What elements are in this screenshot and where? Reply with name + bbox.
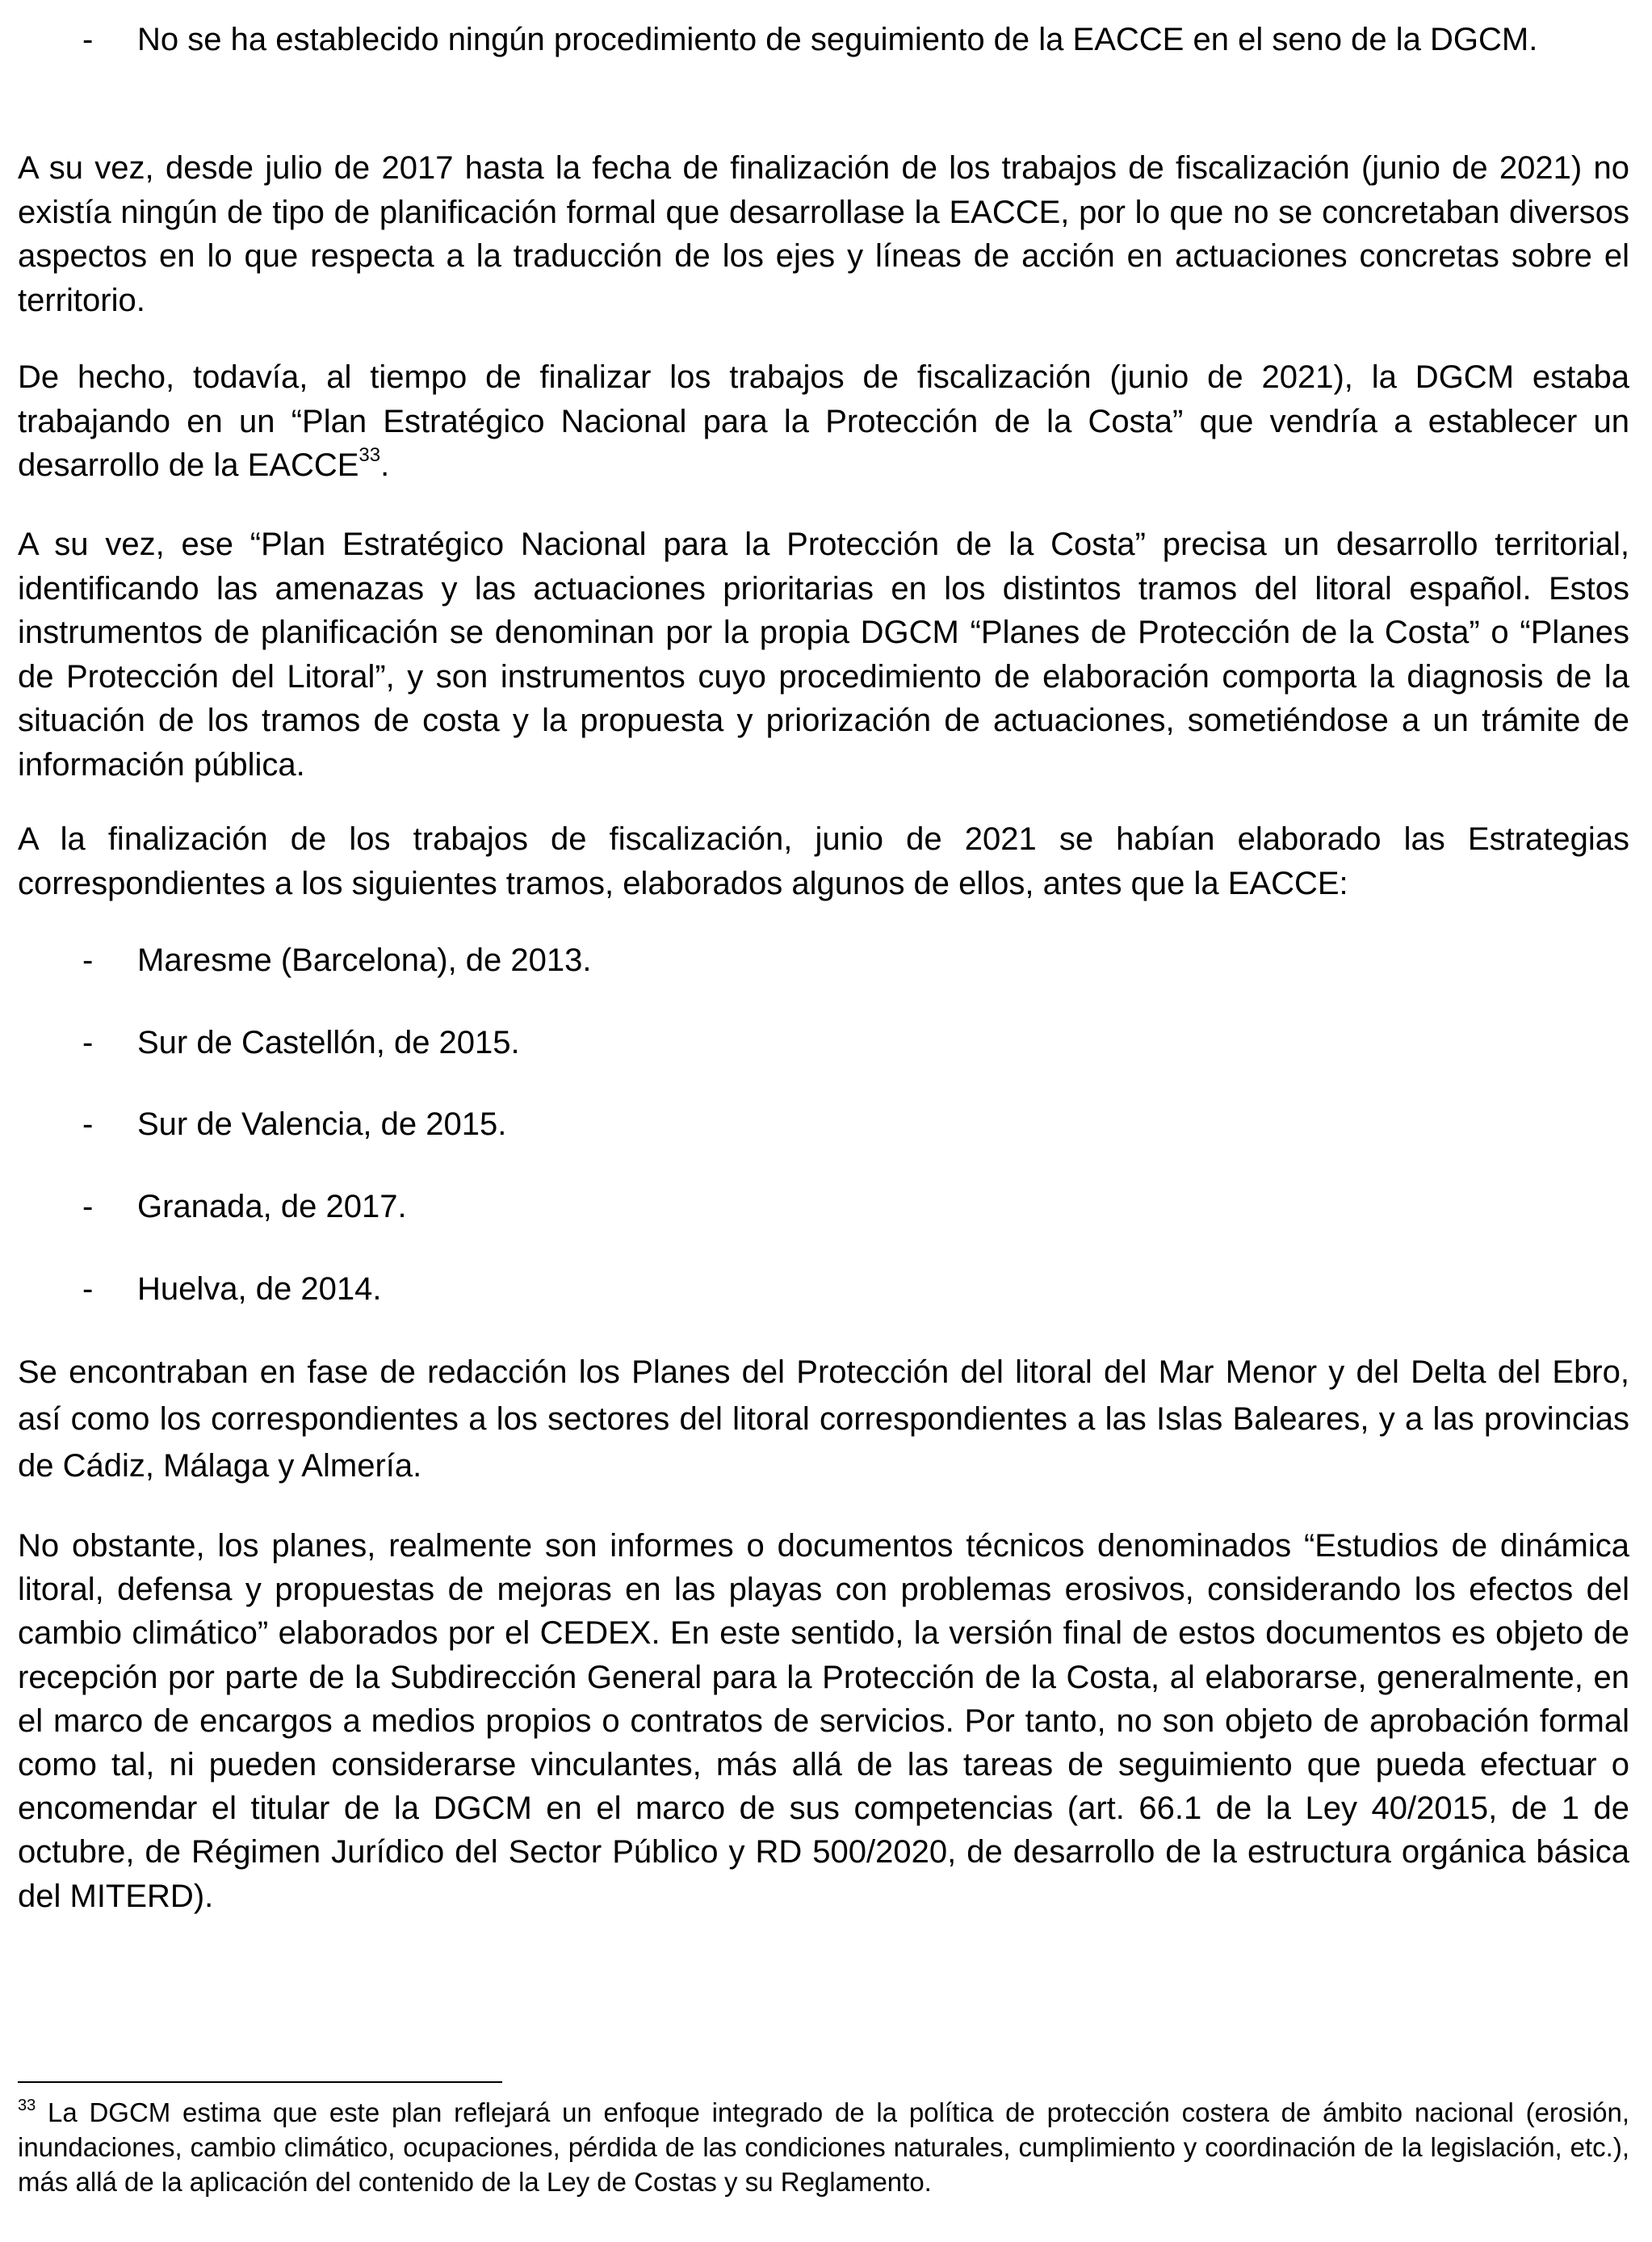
paragraph-text: De hecho, todavía, al tiempo de finalizar los trabajos de fiscalización (junio de 2021), la DGCM estaba trabajando en un “Plan Estratégico Nacional para la Protección de la Costa” que vendría a establecer un desarrollo de la EACCE	[18, 359, 1629, 483]
paragraph-plan-estrategico	[18, 355, 1629, 488]
list-item-text: Sur de Valencia, de 2015.	[137, 1106, 507, 1142]
bullet-dash: -	[82, 22, 94, 57]
footnote-33	[18, 2095, 1629, 2199]
bullet-dash: -	[82, 1025, 94, 1060]
list-item-text: Sur de Castellón, de 2015.	[137, 1025, 520, 1060]
paragraph-estrategias: A la finalización de los trabajos de fiscalización, junio de 2021 se habían elaborado las Estrategias correspondientes a los siguientes tramos, elaborados algunos de ellos, antes que la EACCE:	[18, 821, 1629, 901]
footnote-separator	[18, 2081, 502, 2083]
paragraph-desarrollo-territorial: A su vez, ese “Plan Estratégico Nacional para la Protección de la Costa” precisa un desarrollo territorial, identificando las amenazas y las actuaciones prioritarias en los distintos tramos del litoral español. Estos instrumentos de planificación se denominan por la propia DGCM “Planes de Protección de la Costa” o “Planes de Protección del Litoral”, y son instrumentos cuyo procedimiento de elaboración comporta la diagnosis de la situación de los tramos de costa y la propuesta y priorización de actuaciones, sometiéndose a un trámite de información pública.	[18, 527, 1629, 783]
list-item-text: Huelva, de 2014.	[137, 1271, 382, 1307]
paragraph-planificacion: A su vez, desde julio de 2017 hasta la fecha de finalización de los trabajos de fiscalización (junio de 2021) no existía ningún de tipo de planificación formal que desarrollase la EACCE, por lo que no se concretaban diversos aspectos en lo que respecta a la traducción de los ejes y líneas de acción en actuaciones concretas sobre el territorio.	[18, 150, 1629, 318]
paragraph-end: .	[380, 447, 390, 483]
bullet-dash: -	[82, 943, 94, 978]
footnote-ref-link[interactable]: 33	[358, 444, 381, 466]
bullet-dash: -	[82, 1189, 94, 1224]
list-item	[18, 1102, 1629, 1147]
paragraph-no-obstante: No obstante, los planes, realmente son informes o documentos técnicos denominados “Estudios de dinámica litoral, defensa y propuestas de mejoras en las playas con problemas erosivos, considerando los efectos del cambio climático” elaborados por el CEDEX. En este sentido, la versión final de estos documentos es objeto de recepción por parte de la Subdirección General para la Protección de la Costa, al elaborarse, generalmente, en el marco de encargos a medios propios o contratos de servicios. Por tanto, no son objeto de aprobación formal como tal, ni pueden considerarse vinculantes, más allá de las tareas de seguimiento que pueda efectuar o encomendar el titular de la DGCM en el marco de sus competencias (art. 66.1 de la Ley 40/2015, de 1 de octubre, de Régimen Jurídico del Sector Público y RD 500/2020, de desarrollo de la estructura orgánica básica del MITERD).	[18, 1528, 1629, 1914]
bullet-text: No se ha establecido ningún procedimiento de seguimiento de la EACCE en el seno de la DGCM.	[137, 22, 1538, 57]
list-item-text: Granada, de 2017.	[137, 1189, 407, 1224]
list-item	[18, 1267, 1629, 1312]
bullet-item-seguimiento	[18, 18, 1629, 62]
list-item	[18, 1021, 1629, 1065]
bullet-dash: -	[82, 1106, 94, 1142]
list-item-text: Maresme (Barcelona), de 2013.	[137, 943, 592, 978]
footnote-number: 33	[18, 2097, 36, 2114]
footnote-text: La DGCM estima que este plan reflejará un enfoque integrado de la política de protección costera de ámbito nacional (erosión, inundaciones, cambio climático, ocupaciones, pérdida de las condiciones naturales, cumplimiento y coordinación de la legislación, etc.), más allá de la aplicación del contenido de la Ley de Costas y su Reglamento.	[18, 2097, 1629, 2197]
list-item	[18, 1185, 1629, 1229]
paragraph-fase-redaccion: Se encontraban en fase de redacción los Planes del Protección del litoral del Mar Menor y del Delta del Ebro, así como los correspondientes a los sectores del litoral correspondientes a las Islas Baleares, y a las provincias de Cádiz, Málaga y Almería.	[18, 1354, 1629, 1484]
bullet-dash: -	[82, 1271, 94, 1307]
list-item	[18, 938, 1629, 983]
